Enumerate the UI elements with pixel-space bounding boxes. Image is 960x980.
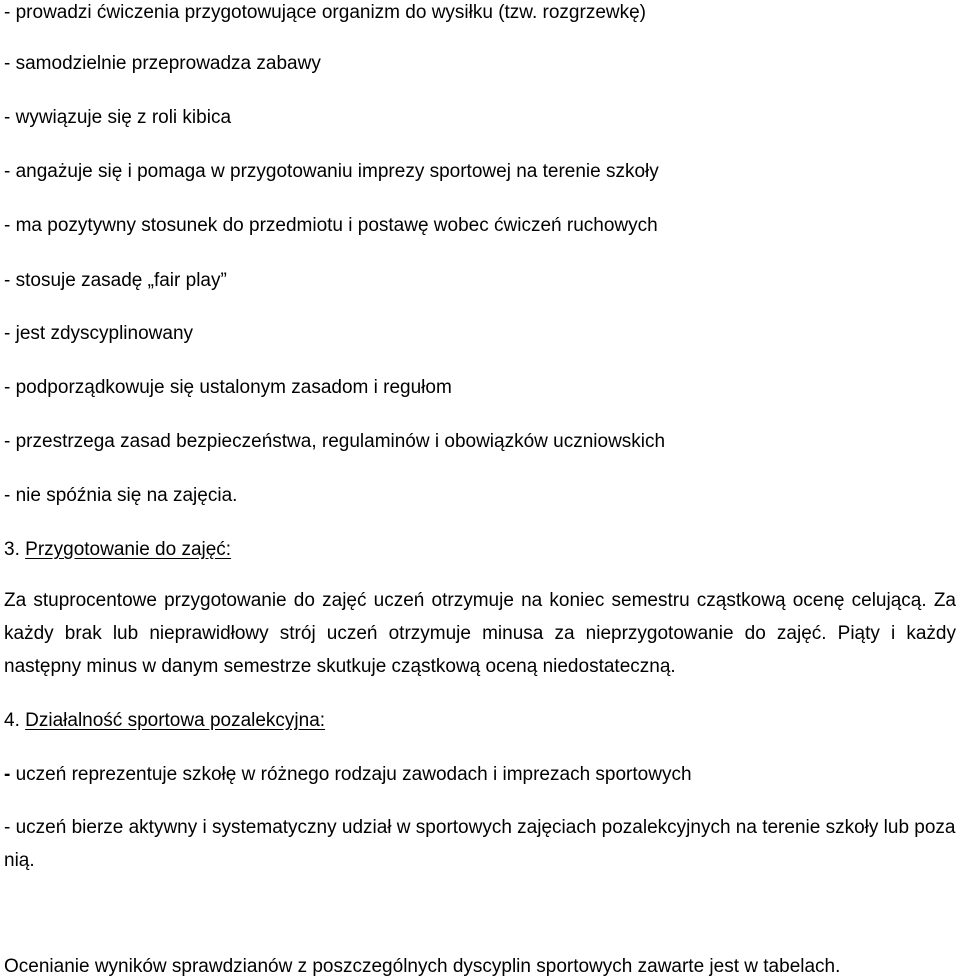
list-item: - prowadzi ćwiczenia przygotowujące organizm do wysiłku (tzw. rozgrzewkę) bbox=[4, 2, 647, 23]
list-item: - podporządkowuje się ustalonym zasadom i regułom bbox=[4, 377, 452, 398]
section-3-heading bbox=[4, 537, 960, 563]
list-item-text: uczeń reprezentuje szkołę w różnego rodzaju zawodach i imprezach sportowych bbox=[10, 764, 692, 785]
list-item: - przestrzega zasad bezpieczeństwa, regulaminów i obowiązków uczniowskich bbox=[4, 431, 666, 452]
section-title: Działalność sportowa pozalekcyjna: bbox=[25, 710, 326, 731]
section-number: 4. bbox=[4, 710, 20, 731]
footer-note: Ocenianie wyników sprawdzianów z poszczególnych dyscyplin sportowych zawarte jest w tabelach. bbox=[4, 956, 841, 977]
list-item: - angażuje się i pomaga w przygotowaniu imprezy sportowej na terenie szkoły bbox=[4, 161, 659, 182]
section-4-heading bbox=[4, 708, 960, 734]
list-item: - nie spóźnia się na zajęcia. bbox=[4, 485, 238, 506]
list-item: - stosuje zasadę „fair play” bbox=[4, 270, 227, 291]
list-item bbox=[4, 762, 960, 788]
section-title: Przygotowanie do zajęć: bbox=[25, 539, 232, 560]
list-item: - samodzielnie przeprowadza zabawy bbox=[4, 53, 321, 74]
list-item: - jest zdyscyplinowany bbox=[4, 323, 194, 344]
section-number: 3. bbox=[4, 539, 20, 560]
section-3-paragraph: Za stuprocentowe przygotowanie do zajęć uczeń otrzymuje na koniec semestru cząstkową ocenę celującą. Za każdy brak lub nieprawidłowy strój uczeń otrzymuje minusa za nieprzygotowanie do zajęć. Piąty i każdy następny minus w danym semestrze skutkuje cząstkową oceną niedostateczną. bbox=[4, 590, 956, 677]
list-item: - ma pozytywny stosunek do przedmiotu i postawę wobec ćwiczeń ruchowych bbox=[4, 215, 658, 236]
list-dash: - bbox=[4, 764, 11, 785]
list-item: - uczeń bierze aktywny i systematyczny udział w sportowych zajęciach pozalekcyjnych na terenie szkoły lub poza nią. bbox=[4, 817, 956, 871]
list-item: - wywiązuje się z roli kibica bbox=[4, 107, 232, 128]
